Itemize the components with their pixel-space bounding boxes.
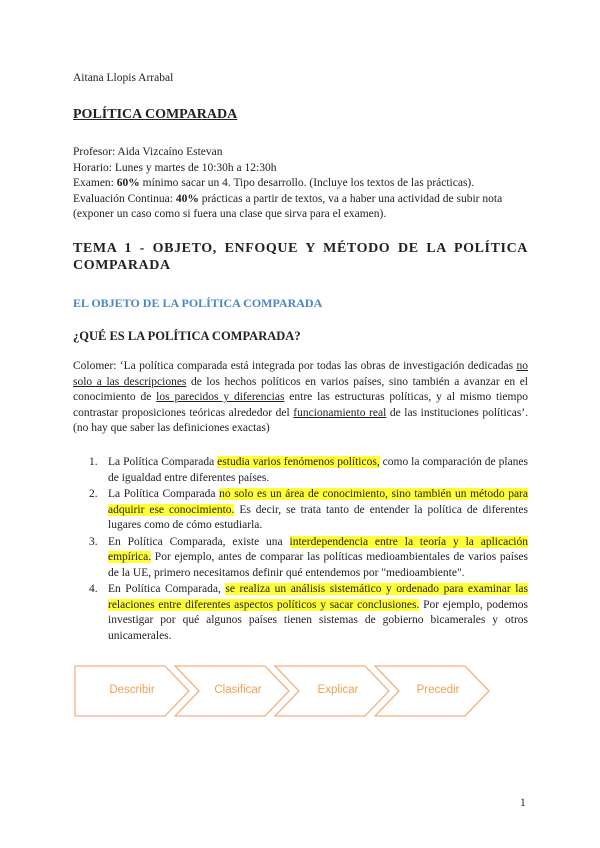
- list-text: En Política Comparada,: [108, 583, 226, 595]
- colomer-underline-2: los parecidos y diferencias: [156, 391, 285, 403]
- list-number: 4.: [89, 583, 98, 595]
- list-item: [73, 455, 528, 486]
- list-text: Por ejemplo, podemos investigar por qué algunos países tienen sistemas de gobierno bicamerales y otros unicamerales.: [108, 598, 528, 642]
- schedule-line: Horario: Lunes y martes de 10:30h a 12:30h: [73, 161, 277, 174]
- page-number: 1: [520, 797, 526, 809]
- exam-rest: mínimo sacar un 4. Tipo desarrollo. (Incluye los textos de las prácticas).: [139, 177, 475, 189]
- exam-percent: 60%: [116, 177, 140, 189]
- colomer-text-4: de las instituciones políticas’. (no hay que saber las definiciones exactas): [73, 406, 528, 434]
- list-text: Es decir, se trata tanto de entender la política de diferentes lugares como de cómo estudiarla.: [108, 503, 528, 531]
- process-step-explicar: Explicar: [317, 684, 359, 696]
- section-title: EL OBJETO DE LA POLÍTICA COMPARADA: [73, 296, 323, 310]
- colomer-text-1: Colomer: ‘La política comparada está integrada por todas las obras de investigación dedicadas: [73, 360, 517, 372]
- exam-prefix: Examen:: [73, 177, 117, 189]
- list-number: 1.: [89, 456, 98, 468]
- continuous-percent: 40%: [175, 192, 199, 205]
- process-step-clasificar: Clasificar: [214, 684, 262, 696]
- list-number: 3.: [89, 535, 98, 548]
- colomer-text-3: entre las estructuras políticas, y al mismo tiempo contrastar proposiciones teóricas alrededor del: [73, 391, 528, 419]
- tema-title: TEMA 1 - OBJETO, ENFOQUE Y MÉTODO DE LA POLÍTICA COMPARADA: [73, 241, 528, 273]
- list-highlight: interdependencia entre la teoría y la aplicación empírica.: [108, 535, 528, 563]
- list-text: La Política Comparada: [108, 488, 220, 500]
- process-diagram: [73, 664, 533, 718]
- list-item: [73, 535, 528, 582]
- continuous-prefix: Evaluación Continua:: [73, 192, 176, 205]
- numbered-list: [73, 455, 528, 645]
- list-highlight: estudia varios fenómenos políticos,: [217, 456, 380, 468]
- exam-line: [73, 176, 533, 192]
- colomer-paragraph: [73, 359, 528, 437]
- author-name: Aitana Llopis Arrabal: [73, 72, 174, 84]
- list-item: [73, 487, 528, 534]
- process-step-precedir: Precedir: [416, 684, 460, 696]
- list-highlight: se realiza un análisis sistemático y ordenado para examinar las relaciones entre diferentes aspectos políticos y sacar conclusiones.: [108, 583, 528, 611]
- list-number: 2.: [89, 488, 98, 500]
- colomer-underline-3: funcionamiento real: [293, 406, 387, 419]
- process-step-describir: Describir: [109, 684, 155, 696]
- colomer-underline-1: no solo a las descripciones: [73, 360, 528, 388]
- course-info: [73, 145, 533, 223]
- continuous-line: [73, 192, 533, 223]
- course-title: POLÍTICA COMPARADA: [73, 107, 238, 122]
- list-text: como la comparación de planes de igualdad entre diferentes países.: [108, 456, 529, 484]
- colomer-text-2: de los hechos políticos en varios países, sino también a avanzar en el conocimiento de: [73, 375, 528, 403]
- list-text: En Política Comparada, existe una: [108, 535, 290, 548]
- list-text: La Política Comparada: [108, 456, 218, 468]
- list-text: Por ejemplo, antes de comparar las políticas medioambientales de varios países de la UE, primero necesitamos definir qué entendemos por "medioambiente".: [108, 551, 528, 579]
- professor-line: Profesor: Aida Vizcaíno Estevan: [73, 146, 223, 158]
- list-item: [73, 582, 528, 644]
- continuous-rest: prácticas a partir de textos, va a haber una actividad de subir nota (exponer un caso como si fuera una clase que sirva para el examen).: [73, 192, 503, 220]
- list-highlight: no solo es un área de conocimiento, sino también un método para adquirir ese conocimiento.: [108, 488, 528, 516]
- question-heading: ¿QUÉ ES LA POLÍTICA COMPARADA?: [73, 329, 301, 343]
